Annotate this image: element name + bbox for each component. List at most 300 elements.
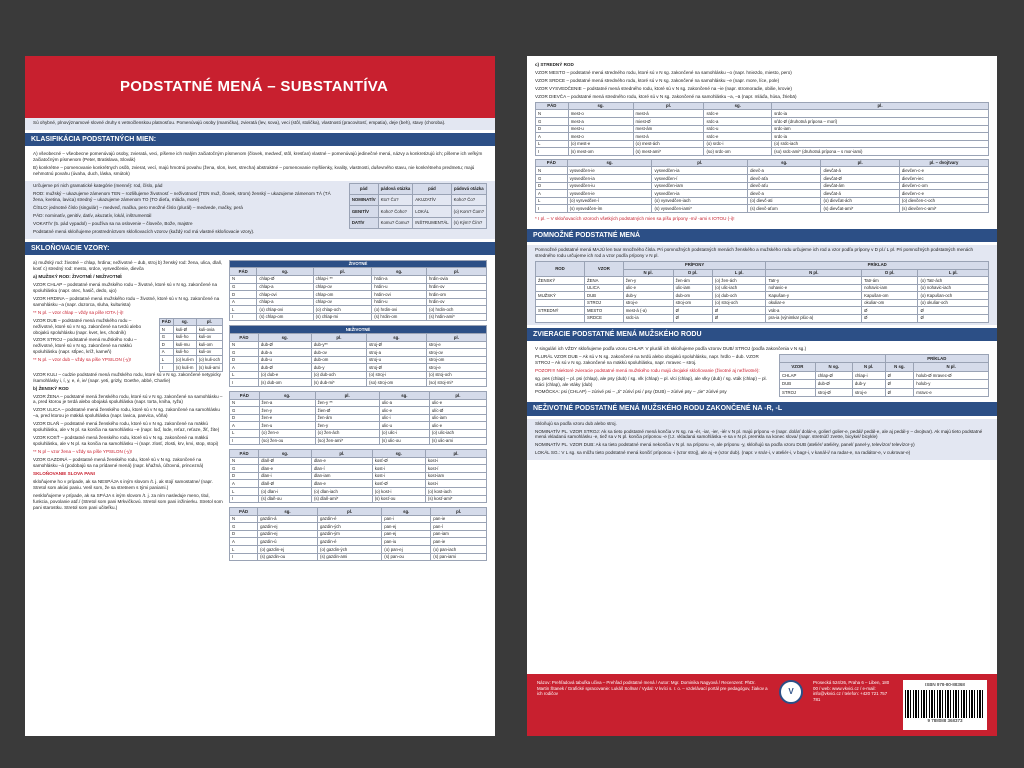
- table-cell: D: [230, 414, 260, 422]
- table-cell: (s) dievčat-ami*: [821, 205, 899, 213]
- table-cell: vysvedčen-ia: [652, 190, 748, 198]
- table-cell: N: [230, 457, 259, 465]
- vzor-stroj-text: VZOR STROJ – podstatné mená mužského rodu – neživotné, ktoré sú v N sg. zakončené na mäkkú spoluhlásku (napr. stĺpec, kríž, kameň): [33, 337, 137, 355]
- table-cell: A: [230, 364, 259, 372]
- table-cell: kost-i: [425, 480, 486, 488]
- table-cell: mravc-e: [914, 388, 989, 397]
- table-cell: (s) pan-ou: [382, 553, 431, 561]
- table-row: [230, 465, 487, 473]
- table-cell: (so) žen-ou: [259, 437, 315, 445]
- table-cell: dievč-a: [748, 167, 821, 175]
- table-cell: I: [536, 148, 569, 156]
- table-cell: STROJ: [780, 388, 816, 397]
- table-row: [536, 182, 989, 190]
- table-cell: kosť-Ø: [372, 457, 425, 465]
- vzor-ulica-text: VZOR ULICA – podstatné mená ženského rodu, ktoré sú v N sg. zakončené na samohlásku –a, pred ktorou je mäkká spoluhláska (napr. lavica, panvica, vôňa): [33, 407, 220, 419]
- table-cell: L: [230, 306, 257, 314]
- table-row: [230, 457, 487, 465]
- table-cell: kuli-ov: [196, 333, 222, 341]
- table-cell: N: [159, 326, 173, 334]
- table-row: [536, 277, 989, 285]
- table-cell: D: [230, 356, 259, 364]
- table-header: pl. – dvojtvary: [899, 159, 988, 167]
- table-cell: CHLAP: [780, 371, 816, 380]
- table-cell: G: [230, 407, 260, 415]
- table-cell: dlan-i: [259, 472, 312, 480]
- vzor-dlan-text: VZOR DLAŇ – podstatné mená ženského rodu, ktoré sú v N sg. zakončené na mäkkú spoluhlásku, ale v N pl. sa končia na samohlásku –e (napr. loď, lode, reťaz, reťaze, žiť, žite): [33, 421, 220, 433]
- table-header: pl.: [311, 334, 366, 342]
- table-cell: srdc-u: [704, 125, 772, 133]
- table-cell: (s) kuli-m: [173, 364, 196, 372]
- table-cell: srdc-ia: [772, 133, 989, 141]
- table-cell: ulic-iam: [673, 284, 712, 292]
- table-cell: (so) stroj-mi*: [426, 379, 486, 387]
- vzor-kuli-text: VZOR KULI – cudzie podstatné mená mužského rodu, ktoré sú v N sg. zakončené netypicky /samohlásky i, í, y, e, é, ie/ (napr. yeti, grizly, Goethe, abbé, Charlie): [33, 371, 221, 383]
- table-cell: (o) dievč-ati: [748, 197, 821, 205]
- table-cell: (so) srdc-om: [704, 148, 772, 156]
- table-cell: dlan-í: [311, 465, 372, 473]
- table-cell: chlap-a: [257, 283, 313, 291]
- table-row: [536, 205, 989, 213]
- table-row: [159, 341, 222, 349]
- table-cell: (o) stroj-och: [426, 371, 486, 379]
- table-cell: (so) srdc-ami* (druhotná prípona – s mor-iami): [772, 148, 989, 156]
- vzor-dievca-text: VZOR DIEVČA – podstatné mená stredného rodu, ktoré sú v N sg. zakončené na samohlásku –a, –ä (napr. mláďa, húsa, žriebä): [535, 93, 797, 99]
- table-cell: srdc-iam: [772, 125, 989, 133]
- barcode-icon: [905, 690, 985, 718]
- table-cell: G: [230, 349, 259, 357]
- table-header: sg.: [567, 159, 652, 167]
- table-cell: kuli-ho: [173, 333, 196, 341]
- table-cell: (s) ulic-ami: [429, 437, 486, 445]
- gram-kat-text: Určujeme pri nich gramatické kategórie (menné): rod, číslo, pád: [33, 182, 163, 188]
- table-cell: hrdin-ov: [427, 298, 487, 306]
- vzor-hrdina-text: VZOR HRDINA – podstatné mená mužského rodu – životné, ktoré sú v N sg. zakončené na samohlásku –a (napr. dozorca, sluha, kulturista): [33, 295, 220, 307]
- vzory-list: a) mužský rod: životné – chlap, hrdina; neživotné – dub, stroj b) ženský rod: žena, ulica, dlaň, kosť c) stredný rod: mesto, srdce, vysvedčenie, dievča: [33, 259, 223, 271]
- zr-heading: b) ŽENSKÝ ROD: [33, 385, 69, 391]
- klasifikacia-b: B) konkrétne – pomenovanie konkrétnych osôb, zvierat, vecí, majú hmotnú povahu (žena, slon, kvet, strecha) abstraktné – pomenovanie myšlienky, kvality, vlastnosti, duševného stavu, nie konkrétneho predmetu; majú nehmotnú povahu (úvaha, duch, láska, smútok): [33, 165, 475, 176]
- vkvici-logo: V: [779, 680, 803, 704]
- table-cell: (o) pan-iach: [431, 546, 487, 554]
- table-row: [536, 148, 989, 156]
- table-header: pl.: [429, 392, 486, 400]
- table-cell: dlan-e: [311, 457, 372, 465]
- table-cell: A: [230, 538, 258, 546]
- table-cell: G: [230, 283, 257, 291]
- table-header: pl.: [196, 318, 222, 326]
- table-cell: žen-u: [259, 422, 315, 430]
- table-cell: dievč-aťa: [748, 175, 821, 183]
- table-cell: (s) chlap-om: [257, 313, 313, 321]
- table-cell: chlap-ov: [313, 283, 372, 291]
- table-cell: chlap-ovi: [257, 291, 313, 299]
- table-row: [230, 538, 487, 546]
- vzor-chlap-text: VZOR CHLAP – podstatné mená mužského rodu – životné, ktoré sú v N sg. zakončené na spoluhlásku (napr. otec, hasič, dedo, ujo): [33, 281, 218, 293]
- table-cell: L: [536, 197, 568, 205]
- table-cell: N: [230, 275, 257, 283]
- table-header: sg.: [372, 268, 427, 276]
- table-cell: D: [159, 341, 173, 349]
- table-header: ROD: [536, 261, 585, 276]
- table-row: [536, 292, 989, 300]
- table-cell: [536, 299, 585, 307]
- table-cell: stroj-e: [852, 388, 885, 397]
- table-cell: (o) kuli-m: [173, 356, 196, 364]
- table-cell: nohavic-e: [766, 284, 862, 292]
- table-cell: I: [230, 313, 257, 321]
- table-header: sg.: [372, 450, 425, 458]
- section-heading-klasifikacia: KLASIFIKÁCIA PODSTATNÝCH MIEN:: [25, 133, 495, 146]
- table-cell: (o) ulic-iach: [429, 429, 486, 437]
- padove-otazky-table: [349, 183, 487, 229]
- table-cell: pan-ie: [431, 515, 487, 523]
- table-cell: dievčen-iec: [899, 175, 988, 183]
- table-cell: chlap-Ø: [257, 275, 313, 283]
- table-cell: STREDNÝ: [536, 307, 585, 315]
- zivotne-caption: ŽIVOTNÉ: [230, 260, 487, 268]
- table-cell: holub-Ø mravec-Ø: [914, 371, 989, 380]
- table-cell: vrát-a: [766, 307, 862, 315]
- title-bar: [25, 56, 495, 118]
- table-row: [230, 341, 487, 349]
- table-cell: Ø: [862, 307, 918, 315]
- sr-heading: c) STREDNÝ ROD: [535, 62, 574, 67]
- table-cell: N: [230, 399, 260, 407]
- table-header: L pl.: [918, 269, 989, 277]
- table-cell: dievčen-c-e: [899, 190, 988, 198]
- table-cell: Ø: [885, 388, 914, 397]
- table-cell: mest-á (-a): [623, 307, 673, 315]
- table-row: [230, 530, 487, 538]
- table-cell: dub-Ø: [815, 380, 852, 389]
- stredny-rod-section: [527, 56, 997, 226]
- vzor-gazdina-text: VZOR GAZDINÁ – podstatné mená ženského rodu, ktoré sú v N sg. zakončené na samohlásku –á (podobajú sa na prídavné mená) (napr. kňažná, účtovná, princezná): [33, 457, 204, 469]
- table-cell: ŽENSKÝ: [536, 277, 585, 285]
- table-header: pádová otázka: [451, 183, 486, 194]
- table-cell: (o) stroj-i: [367, 371, 427, 379]
- vzor-srdce-text: VZOR SRDCE – podstatné mená stredného rodu, ktoré sú v N sg. zakončené na samohlásku –e (napr. more, líce, pole): [535, 77, 780, 83]
- table-row: [536, 299, 989, 307]
- table-cell: dlaň-Ø: [259, 457, 312, 465]
- table-cell: NOMINATÍV: [349, 195, 378, 206]
- table-header: sg.: [173, 318, 196, 326]
- table-cell: chlap-om: [313, 291, 372, 299]
- table-cell: D: [536, 182, 568, 190]
- table-row: [230, 356, 487, 364]
- table-cell: stroj-Ø: [367, 341, 427, 349]
- table-cell: G: [159, 333, 173, 341]
- table-cell: okuliar-om: [862, 299, 918, 307]
- isbn-label: ISBN 978-80-88368: [925, 682, 965, 687]
- table-row: [230, 399, 487, 407]
- table-cell: stroj-Ø: [815, 388, 852, 397]
- table-cell: I: [230, 553, 258, 561]
- table-cell: dub-a: [258, 349, 311, 357]
- table-cell: chlap-i **: [313, 275, 372, 283]
- table-cell: (s) dub-om: [258, 379, 311, 387]
- table-header: PÁD: [159, 318, 173, 326]
- table-cell: Kapušan-om: [862, 292, 918, 300]
- table-cell: (o) žen-e: [259, 429, 315, 437]
- table-cell: (o) dub-och: [712, 292, 766, 300]
- table-row: [536, 175, 989, 183]
- table-cell: pan-iu: [382, 538, 431, 546]
- table-cell: hrdin-ovia: [427, 275, 487, 283]
- table-cell: I: [230, 379, 259, 387]
- table-cell: G: [230, 523, 258, 531]
- zvieracie-table: [779, 354, 989, 398]
- table-cell: vysvedčen-ia: [567, 175, 652, 183]
- footer: [527, 674, 997, 736]
- table-row: [536, 284, 989, 292]
- table-cell: kuli-om: [196, 341, 222, 349]
- table-row: [159, 326, 222, 334]
- table-row: [536, 167, 989, 175]
- table-cell: (so) stroj-om: [367, 379, 427, 387]
- table-row: [230, 349, 487, 357]
- table-cell: (o) vysvedčen-iach: [652, 197, 748, 205]
- table-cell: D: [230, 530, 258, 538]
- table-header: sg.: [259, 450, 312, 458]
- table-cell: (o) gazdin-ých: [318, 546, 382, 554]
- table-row: [230, 480, 487, 488]
- table-cell: (o) kost-iach: [425, 488, 486, 496]
- vzor-dub-text: VZOR DUB – podstatné mená mužského rodu – neživotné, ktoré sú v N sg. zakončené na tvrdú alebo obojakú spoluhlásku (napr. kvet, les, chodník): [33, 317, 142, 335]
- table-cell: ulíc-Ø: [429, 407, 486, 415]
- table-row: [159, 364, 222, 372]
- table-cell: Ø: [712, 314, 766, 322]
- table-cell: Ø: [885, 380, 914, 389]
- table-cell: I: [536, 205, 568, 213]
- table-header: N pl.: [766, 269, 862, 277]
- vzor-vysvedcenie-text: VZOR VYSVEDČENIE – podstatné mená stredného rodu, ktoré sú v N sg. zakončené na –ie (napr. stromoradie, obilie, krovie): [535, 85, 792, 91]
- table-header: pl.: [427, 268, 487, 276]
- page-title: PODSTATNÉ MENÁ – SUBSTANTÍVA: [120, 78, 389, 96]
- intro-section: [25, 118, 495, 130]
- table-cell: holub-y: [914, 380, 989, 389]
- table-cell: dievčen-c-om: [899, 182, 988, 190]
- table-cell: L: [536, 140, 569, 148]
- table-cell: ulic-u: [379, 422, 429, 430]
- section-heading-pomnozne: POMNOŽNÉ PODSTATNÉ MENÁ: [527, 229, 997, 242]
- table-cell: stroj-e: [426, 364, 486, 372]
- table-cell: hrdin-ovi: [372, 291, 427, 299]
- table-cell: (o) okuliar-och: [918, 299, 989, 307]
- table-header: D pl.: [862, 269, 918, 277]
- table-cell: žen-y: [623, 277, 673, 285]
- isbn-number: 9 788088 368373: [927, 717, 963, 723]
- table-row: [536, 190, 989, 198]
- table-cell: (s) mest-ami*: [633, 148, 704, 156]
- cislo-text: ČÍSLO: jednotné číslo (singulár) – medveď, mačka, pero množné číslo (plurál) – medvede, mačky, perá: [33, 204, 243, 210]
- table-row: [230, 313, 487, 321]
- table-cell: pan-ej: [382, 523, 431, 531]
- table-header: sg.: [382, 508, 431, 516]
- table-cell: gazdin-ým: [318, 530, 382, 538]
- table-cell: D: [536, 125, 569, 133]
- table-cell: dievč-a: [748, 190, 821, 198]
- table-cell: G: [230, 465, 259, 473]
- table-header: D pl.: [673, 269, 712, 277]
- table-header: VZOR: [584, 261, 623, 276]
- table-header: PÁD: [536, 159, 568, 167]
- table-header: PÁD: [230, 334, 259, 342]
- table-row: [536, 307, 989, 315]
- table-cell: (o) ulic-iach: [712, 284, 766, 292]
- table-header: pl.: [426, 334, 486, 342]
- table-cell: Tatr-ám: [862, 277, 918, 285]
- table-cell: A: [536, 133, 569, 141]
- table-cell: (o) stroj-och: [712, 299, 766, 307]
- klasifikacia-section: [25, 149, 495, 181]
- pomnozne-table: [535, 261, 989, 323]
- table-cell: (o) kuli-och: [196, 356, 222, 364]
- vzor-zena-text: VZOR ŽENA – podstatné mená ženského rodu, ktoré sú v N sg. zakončené na samohlásku –a, pred ktorou je tvrdá alebo obojaká spoluhláska (napr. torta, kniha, ryža): [33, 393, 223, 405]
- table-header: sg.: [748, 159, 821, 167]
- table-cell: žen-y: [259, 407, 315, 415]
- table-cell: (s) chlap-mi: [313, 313, 372, 321]
- table-cell: pan-ie: [431, 538, 487, 546]
- table-cell: žen-y **: [315, 399, 379, 407]
- table-cell: kuli-ovia: [196, 326, 222, 334]
- kuli-table: [159, 318, 223, 372]
- table-cell: dub-om: [673, 292, 712, 300]
- table-cell: Kapušan-y: [766, 292, 862, 300]
- table-row: [159, 356, 222, 364]
- table-cell: Ø: [918, 314, 989, 322]
- table-cell: (s) pan-iami: [431, 553, 487, 561]
- table-cell: pra-ia (výnimka! plúc-a): [766, 314, 862, 322]
- table-cell: kost-i: [372, 465, 425, 473]
- table-cell: gazdin-á: [258, 515, 318, 523]
- table-cell: kuli-ov: [196, 348, 222, 356]
- table-cell: (o) hrdin-ovi: [372, 306, 427, 314]
- table-cell: Ø: [673, 314, 712, 322]
- intro-text: Sú ohybné, plnovýznamové slovné druhy s vetnočlenskou platnosťou. Pomenúvajú osoby (mamička), zvieratá (lev, sova), veci (stôl, stolička), vlastnosti (pracovitosť, empatia), deje (beh), stavy (choroba).: [33, 120, 446, 125]
- table-row: [780, 371, 989, 380]
- rl-text-4: LOKÁL SG.: V L sg. sa môžu tieto podstatné mená končiť príponou -i (vzor stroj), ale aj -e (vzor dub). (napr. v snár-i, v ateliér-i, v bagr-i, v kanál-i/ na radar-e, na radiátor-e, v cukrovar-e): [535, 450, 911, 456]
- footer-credits: Názov: Prehľadová tabuľka učiva – Prehľad podstatné mená / Autor: Mgr. Dominika Nagyová / Recenzent: PhDr. Martin Štanek / Grafické spracovanie: Lukáš Sollnar / Vydal: V kvíci s. r. o. – vzdelávací portál pre pedagógov, žiakov a ich rodičov: [537, 680, 768, 697]
- table-cell: stroj-e: [623, 299, 673, 307]
- sklon-note: Podstatné mená skloňujeme prostredníctvom skloňovacích vzorov (každý rod má vlastné skloňovacie vzory).: [33, 228, 255, 234]
- table-header: pl.: [633, 102, 704, 110]
- table-cell: L: [230, 546, 258, 554]
- table-cell: žen-e: [259, 414, 315, 422]
- kost-note: ** N pl – vzor žena – vždy sa píše YPSILON (-y)!: [33, 449, 133, 455]
- table-cell: (o) chlap-och: [313, 306, 372, 314]
- vzor-kost-text: VZOR KOSŤ – podstatné mená ženského rodu, ktoré sú v N sg. zakončené na mäkkú spoluhlásku, ale v N pl. sa končia na samohlásku –i (napr. zlosť, zlosti, krv, krvi, stop, stopi): [33, 435, 219, 447]
- table-row: [230, 407, 487, 415]
- table-row: [230, 437, 487, 445]
- right-sheet: [527, 56, 997, 736]
- table-cell: Ø: [885, 371, 914, 380]
- table-cell: (s) kuli-ami: [196, 364, 222, 372]
- table-cell: (s) gazdin-ou: [258, 553, 318, 561]
- pani-rule-2: neskloňujeme v prípade, ak sa SPÁJA s iným slovom /t. j. za ním nasleduje meno, titul, funkcia, povolanie atď./ (Stretol som pani Mrkvičkovú. Stretol som pani inžinierku. Stretol som pani starostku. Stretol som pani učiteľku.): [33, 493, 223, 511]
- table-cell: pan-i: [382, 515, 431, 523]
- section-heading-zvieracie: ZVIERACIE PODSTATNÉ MENÁ MUŽSKÉHO RODU: [527, 328, 997, 341]
- table-cell: (s) mest-om: [568, 148, 633, 156]
- table-cell: STROJ: [584, 299, 623, 307]
- table-cell: hrdin-om: [427, 291, 487, 299]
- table-cell: hrdin-ov: [427, 283, 487, 291]
- table-cell: chlap-i: [852, 371, 885, 380]
- table-cell: A: [536, 190, 568, 198]
- table-row: [230, 298, 487, 306]
- table-header: PÁD: [536, 102, 569, 110]
- table-cell: LOKÁL: [413, 206, 451, 217]
- table-cell: (o) nohavic-iach: [918, 284, 989, 292]
- footer-contact: Prosecká 524/26, Praha 6 – Liben, 180 00 / web: www.vkvici.cz / e-mail: info@vkvici.cz / telefon: +420 721 757 781: [813, 680, 890, 703]
- table-header: pl.: [313, 268, 372, 276]
- table-cell: (s) kosť-ami*: [425, 495, 486, 503]
- table-cell: sŕdc-Ø (druhotná prípona – morí): [772, 118, 989, 126]
- table-header: L pl.: [712, 269, 766, 277]
- table-cell: dievčat-ám: [821, 182, 899, 190]
- table-header: PÁD: [230, 392, 260, 400]
- zena-ulica-table: [229, 391, 487, 445]
- table-header: pl.: [431, 508, 487, 516]
- table-cell: mest-á: [633, 133, 704, 141]
- table-cell: (s) dievč-aťom: [748, 205, 821, 213]
- table-cell: dievč-aťu: [748, 182, 821, 190]
- table-cell: N: [536, 110, 569, 118]
- vzor-mesto-text: VZOR MESTO – podstatné mená stredného rodu, ktoré sú v N sg. zakončené na samohlásku –o (napr. hniezdo, miesto, pero): [535, 69, 792, 75]
- table-cell: (s) vysvedčen-iami*: [652, 205, 748, 213]
- table-cell: (s) dievčen-c-ami*: [899, 205, 988, 213]
- table-cell: Koho? Čo?: [451, 195, 486, 206]
- table-header: sg.: [568, 102, 633, 110]
- table-header: N pl.: [623, 269, 673, 277]
- table-header: pl.: [311, 450, 372, 458]
- table-header: sg.: [259, 392, 315, 400]
- pani-rule-1: skloňujeme ho v prípade, ak sa NESPÁJA s iným slovom /t. j. ak stojí samostatne/ (napr. Stretol som akúsi paniu. Veril som, že sa stretnem s tými paniami.): [33, 479, 213, 491]
- table-row: [230, 495, 487, 503]
- table-cell: (o) srdc-iach: [772, 140, 989, 148]
- table-cell: N: [230, 515, 258, 523]
- table-cell: L: [230, 429, 260, 437]
- table-cell: DUB: [584, 292, 623, 300]
- table-header: PÁD: [230, 268, 257, 276]
- table-cell: srdc-ia: [772, 110, 989, 118]
- table-cell: srdc-ia: [623, 314, 673, 322]
- table-cell: vysvedčen-í: [652, 175, 748, 183]
- table-header: sg.: [258, 508, 318, 516]
- table-cell: L: [230, 371, 259, 379]
- table-cell: kost-í: [425, 465, 486, 473]
- table-row: [230, 414, 487, 422]
- table-cell: ulic-e: [429, 399, 486, 407]
- table-cell: (s) hrdin-om: [372, 313, 427, 321]
- table-cell: gazdin-ých: [318, 523, 382, 531]
- table-cell: (o) dub-e: [258, 371, 311, 379]
- table-cell: dub-Ø: [258, 341, 311, 349]
- table-cell: miest-Ø: [633, 118, 704, 126]
- rl-text-3: NOMINATÍV PL. VZOR DUB: Ak sa tieto podstatné mená nekončia v N pl. na príponu -e, ale príponu -y, skloňujú sa podľa vzoru DUB (ateliér/ ateliéry, panel/ panel-y, televízor/ televízor-y): [535, 442, 915, 448]
- table-cell: N: [230, 341, 259, 349]
- section-heading-vzory: SKLOŇOVACIE VZORY:: [25, 242, 495, 255]
- table-cell: vysvedčen-iam: [652, 182, 748, 190]
- table-header: pl.: [318, 508, 382, 516]
- table-cell: ŽENA: [584, 277, 623, 285]
- table-cell: (s) gazdin-ami: [318, 553, 382, 561]
- table-cell: hrdin-a: [372, 275, 427, 283]
- table-cell: G: [536, 175, 568, 183]
- table-cell: (o) mest-e: [568, 140, 633, 148]
- table-row: [230, 546, 487, 554]
- table-row: [159, 333, 222, 341]
- table-cell: stroj-om: [673, 299, 712, 307]
